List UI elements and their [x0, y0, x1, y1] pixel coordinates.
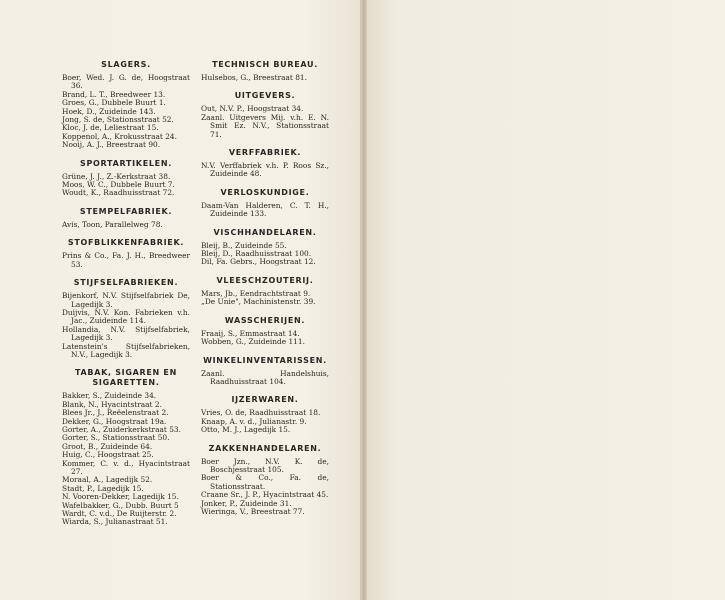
directory-entry: Jong, S. de, Stationsstraat 52.: [62, 115, 174, 125]
directory-section: [62, 159, 190, 198]
directory-entry: Groes, G., Dubbele Buurt 1.: [62, 98, 166, 108]
directory-entry: Moos, W. C., Dubbele Buurt 7.: [62, 180, 175, 190]
section-heading: IJZERWAREN.: [231, 395, 299, 405]
directory-entry: Grüne, J. J., Z.-Kerkstraat 38.: [62, 171, 171, 181]
section-heading: WINKELINVENTARISSEN.: [203, 355, 327, 365]
section-heading: STEMPELFABRIEK.: [79, 206, 173, 216]
directory-entry: Dil, Fa. Gebrs., Hoogstraat 12.: [201, 257, 316, 267]
section-heading: UITGEVERS.: [234, 91, 296, 101]
section-heading: VISCHHANDELAREN.: [213, 227, 317, 237]
directory-entry: Wafelbakker, G., Dubb. Buurt 5: [62, 500, 179, 510]
directory-entry: Wieringa, V., Breestraat 77.: [201, 506, 305, 516]
directory-section: [62, 60, 190, 150]
directory-entry: Stadt, P., Lagedijk 15.: [62, 483, 144, 493]
directory-section: [201, 356, 329, 387]
directory-section: [62, 238, 190, 269]
directory-entry: Bakker, S., Zuideinde 34.: [62, 391, 157, 401]
section-heading: WASSCHERIJEN.: [224, 315, 306, 325]
directory-entry: Hoek, D., Zuideinde 143.: [62, 106, 156, 116]
directory-section: [201, 444, 329, 517]
directory-entry: Bleij, B., Zuideinde 55.: [201, 240, 287, 250]
directory-entry: Boer, Wed. J. G. de, Hoogstraat 36.: [62, 73, 190, 91]
directory-entry: Bijenkorf, N.V. Stijfselfabriek De, Lagedijk 3.: [62, 291, 190, 309]
directory-entry: Wiarda, S., Julianastraat 51.: [62, 517, 168, 527]
directory-entry: Woudt, K., Raadhuisstraat 72.: [62, 188, 175, 198]
directory-entry: Moraal, A., Lagedijk 52.: [62, 475, 153, 485]
directory-entry: Latenstein's Stijfselfabrieken, N.V., Lagedijk 3.: [62, 341, 190, 359]
section-heading: SLAGERS.: [101, 60, 151, 69]
directory-entry: Out, N.V. P., Hoogstraat 34.: [201, 104, 304, 114]
section-heading: ZAKKENHANDELAREN.: [208, 443, 322, 453]
directory-entry: Bleij, D., Raadhuisstraat 100.: [201, 249, 312, 259]
directory-entry: Boer & Co., Fa. de, Stationsstraat.: [201, 473, 329, 491]
directory-entry: Fraaij, S., Emmastraat 14.: [201, 328, 300, 338]
right-page-blank: [367, 0, 725, 600]
directory-section: [201, 276, 329, 307]
section-heading: VERFFABRIEK.: [228, 148, 302, 158]
directory-entry: Hulsebos, G., Breestraat 81.: [201, 73, 307, 82]
directory-entry: Avis, Toon, Parallelweg 78.: [62, 219, 163, 229]
directory-section: [201, 148, 329, 179]
section-heading: STIJFSELFABRIEKEN.: [73, 278, 179, 288]
directory-section: [62, 207, 190, 229]
directory-entry: Gorter, A., Zuiderkerkstraat 53.: [62, 424, 181, 434]
directory-section: [201, 60, 329, 82]
left-page: [0, 0, 361, 600]
directory-entry: Prins & Co., Fa. J. H., Breedweer 53.: [62, 251, 190, 269]
directory-entry: Knaap, A. v. d., Julianastr. 9.: [201, 416, 307, 426]
directory-entry: Mars, Jb., Eendrachtstraat 9.: [201, 288, 311, 298]
directory-entry: Hollandia, N.V. Stijfselfabriek, Lagedijk 3.: [62, 324, 190, 343]
directory-entry: Koppenol, A., Krokusstraat 24.: [62, 131, 177, 141]
directory-entry: Duijvis, N.V. Kon. Fabrieken v.h. Jac., Zuideinde 114.: [62, 307, 190, 326]
section-heading: VERLOSKUNDIGE.: [220, 187, 310, 197]
directory-entry: Otto, M. J., Lagedijk 15.: [201, 425, 291, 435]
directory-entry: N. Vooren-Dekker, Lagedijk 15.: [62, 492, 179, 502]
directory-entry: Jonker, P., Zuideinde 31.: [201, 498, 292, 508]
directory-entry: Nooij, A. J., Breestraat 90.: [62, 140, 161, 150]
directory-entry: Blank, N., Hyacintstraat 2.: [62, 399, 162, 409]
section-heading: SPORTARTIKELEN.: [80, 158, 172, 168]
directory-entry: Blees Jr., J., Reëelenstraat 2.: [62, 408, 169, 418]
directory-entry: Vries, O. de, Raadhuisstraat 18.: [201, 408, 321, 418]
directory-entry: N.V. Verffabriek v.h. P. Roos Sz., Zuideinde 48.: [201, 161, 329, 179]
directory-entry: Wobben, G., Zuideinde 111.: [201, 337, 305, 347]
directory-entry: Kommer, C. v. d., Hyacintstraat 27.: [62, 458, 190, 476]
right-column: [201, 60, 329, 525]
directory-section: [201, 395, 329, 434]
directory-section: [201, 316, 329, 347]
directory-section: [62, 368, 190, 527]
directory-entry: „De Unie", Machinistenstr. 39.: [201, 297, 316, 307]
directory-entry: Daam-Van Halderen, C. T. H., Zuideinde 133.: [201, 200, 329, 219]
directory-section: [201, 188, 329, 219]
directory-entry: Wardt, C. v.d., De Ruijterstr. 2.: [62, 509, 177, 519]
directory-entry: Groot, B., Zuideinde 64.: [62, 441, 153, 451]
section-heading: TECHNISCH BUREAU.: [212, 60, 318, 69]
directory-entry: Dekker, G., Hoogstraat 19a.: [62, 416, 167, 426]
directory-entry: Boer Jzn., N.V. K. de, Boschjesstraat 105.: [201, 456, 329, 474]
directory-entry: Zaanl. Handelshuis, Raadhuisstraat 104.: [201, 368, 329, 386]
directory-entry: Craane Sr., J. P., Hyacintstraat 45.: [201, 490, 329, 500]
section-heading: STOFBLIKKENFABRIEK.: [67, 238, 185, 248]
directory-section: [201, 228, 329, 267]
section-heading: VLEESCHZOUTERIJ.: [216, 275, 314, 285]
directory-entry: Huig, C., Hoogstraat 25.: [62, 450, 154, 460]
directory-section: [201, 91, 329, 139]
left-column: [62, 60, 190, 536]
directory-section: [62, 278, 190, 359]
directory-entry: Kloc, J. de, Leliestraat 15.: [62, 123, 159, 133]
directory-entry: Gorter, S., Stationsstraat 50.: [62, 433, 170, 443]
directory-entry: Zaanl. Uitgevers Mij. v.h. E. N. Smit Ez. N.V., Stationsstraat 71.: [201, 112, 329, 139]
directory-entry: Brand, L. T., Breedweer 13.: [62, 89, 166, 99]
section-heading: TABAK, SIGAREN EN SIGARETTEN.: [74, 368, 177, 388]
